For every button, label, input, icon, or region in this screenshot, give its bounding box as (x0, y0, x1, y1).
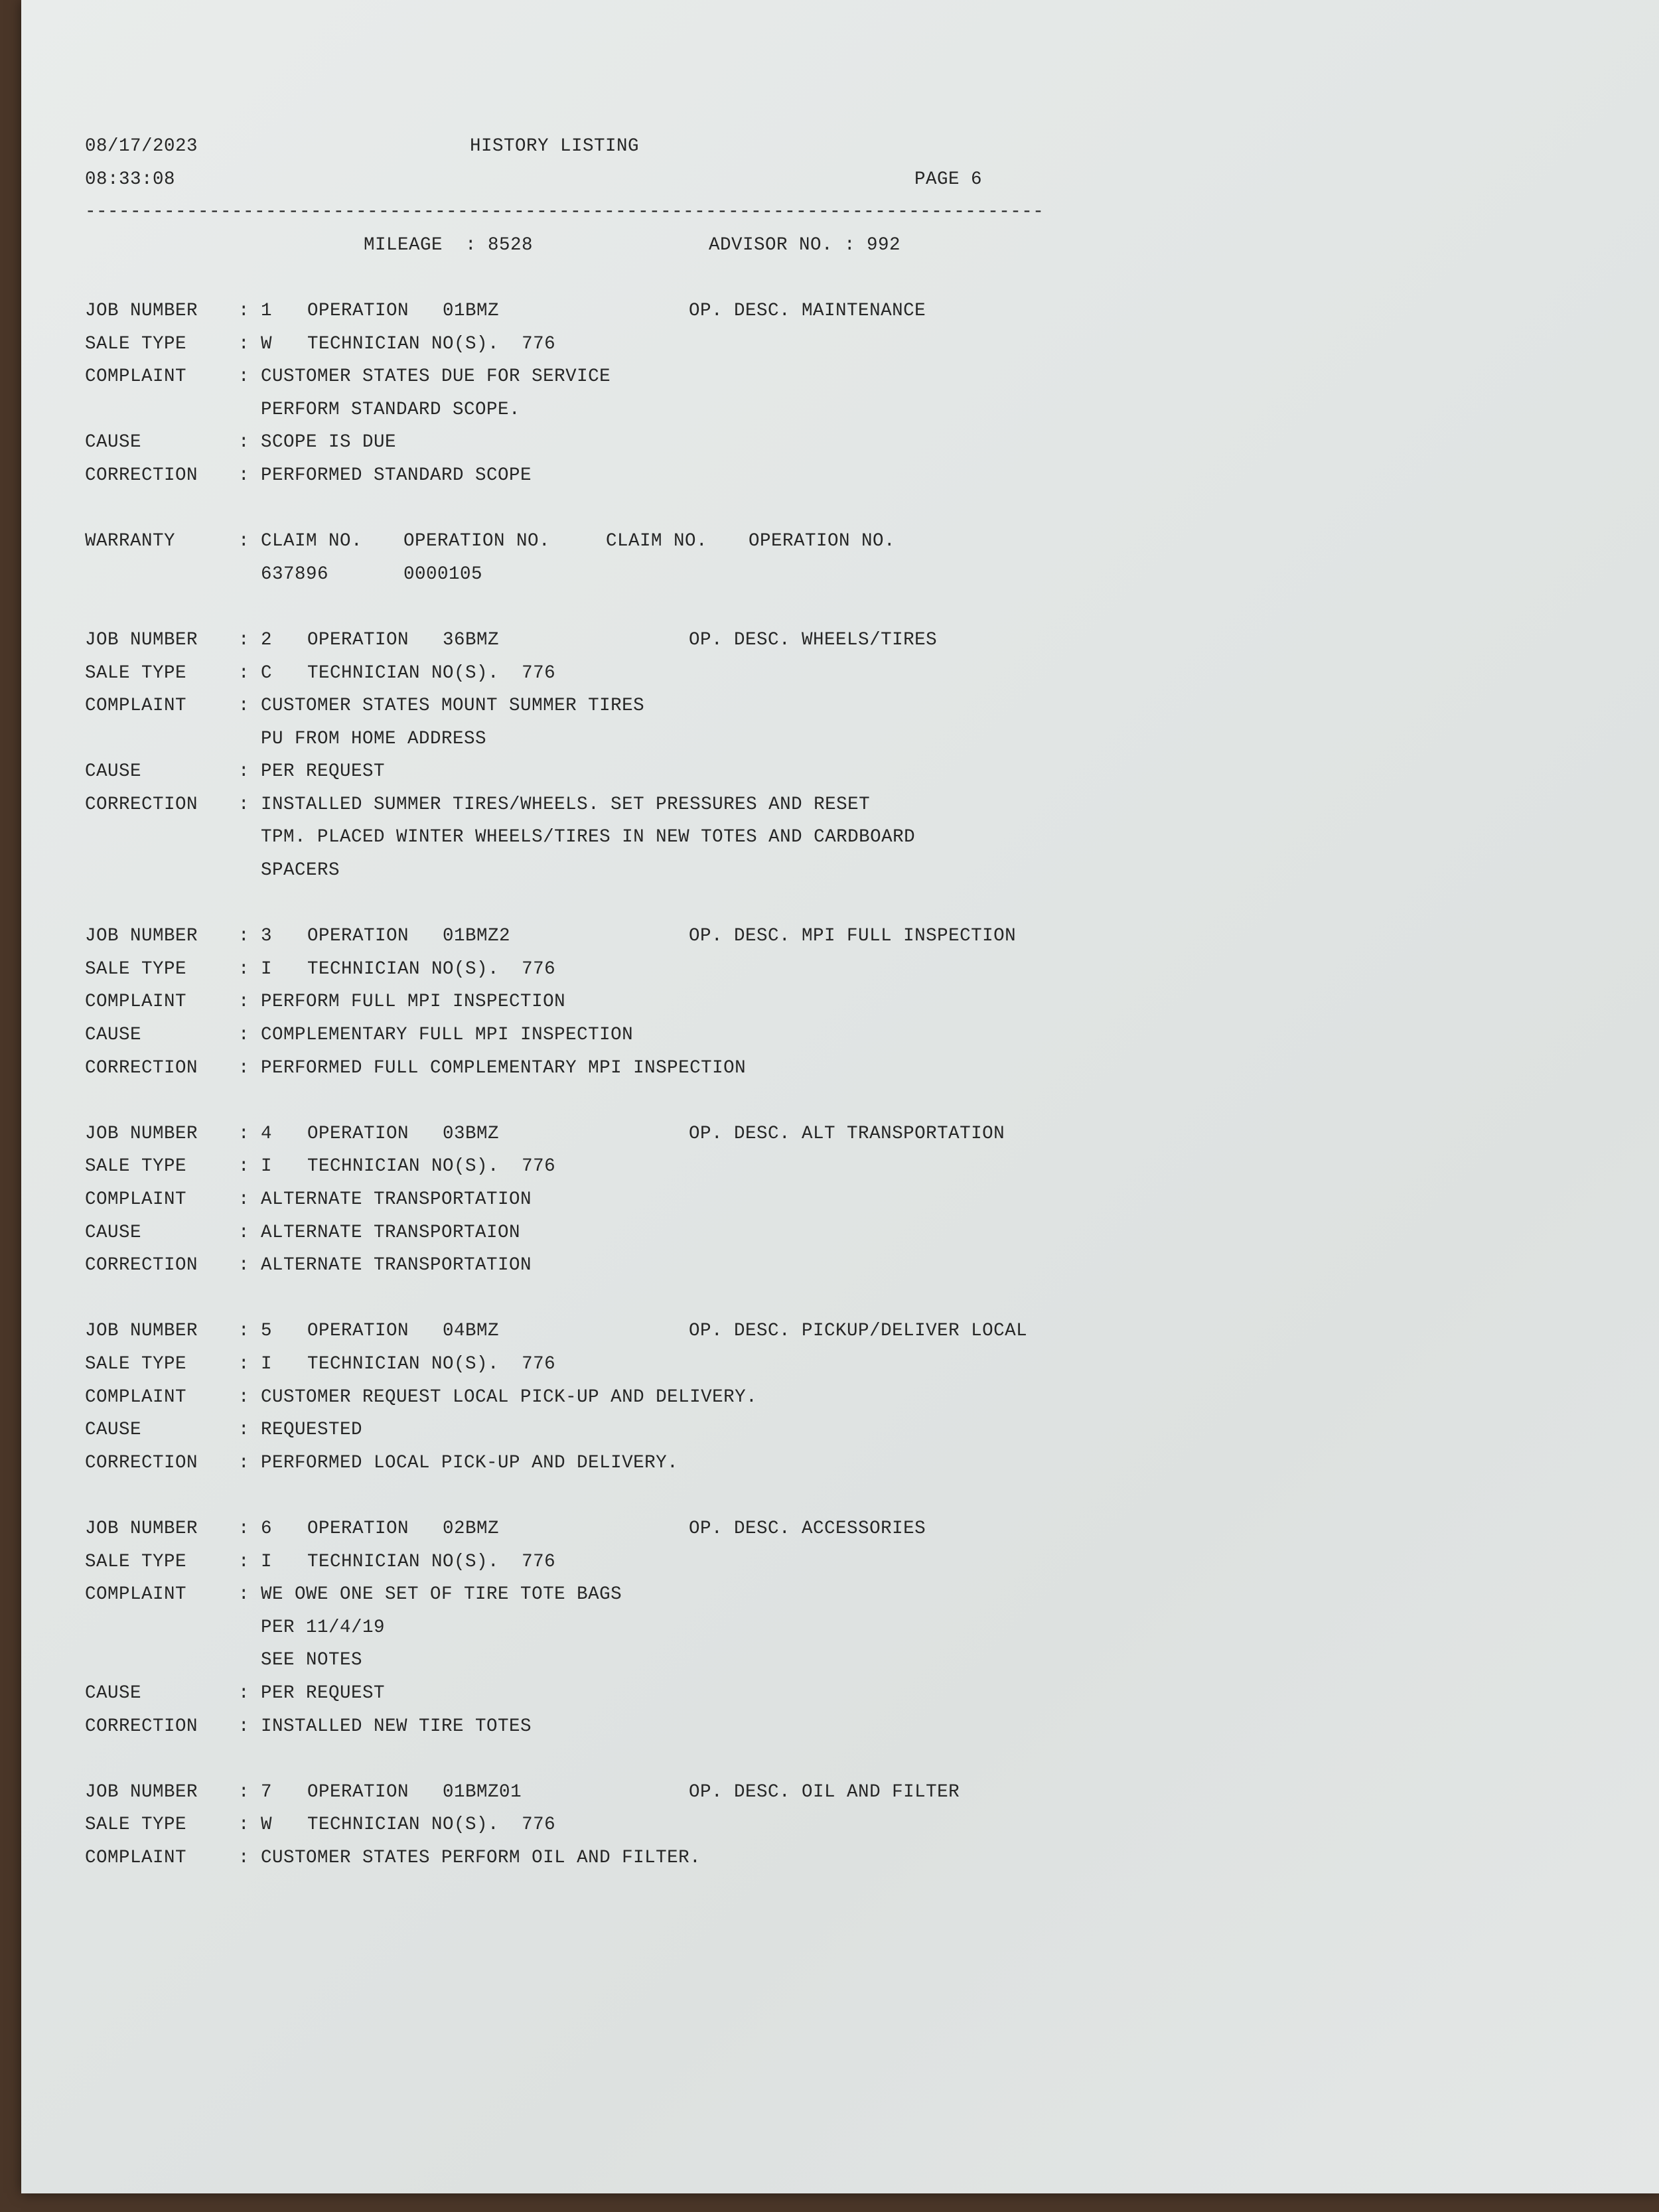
correction-text: PERFORMED FULL COMPLEMENTARY MPI INSPECTION (261, 1057, 747, 1078)
report-time: 08:33:08 (85, 169, 176, 190)
cause-label: CAUSE (85, 1420, 142, 1441)
operation-code: 04BMZ (443, 1321, 500, 1342)
warranty-claim-header-1: CLAIM NO. (261, 531, 363, 552)
colon: : (238, 1814, 250, 1836)
technician-number: 776 (522, 333, 556, 354)
complaint-text: WE OWE ONE SET OF TIRE TOTE BAGS (261, 1584, 622, 1605)
sale-type-value: I (261, 1156, 273, 1177)
complaint-continuation-row (85, 1611, 1054, 1645)
sale-type-label: SALE TYPE (85, 333, 187, 354)
complaint-continuation-row (85, 723, 1054, 756)
cause-text: REQUESTED (261, 1420, 363, 1441)
colon: : (238, 1321, 250, 1342)
colon: : (238, 1353, 250, 1374)
sale-type-label: SALE TYPE (85, 1353, 187, 1374)
sale-type-value: W (261, 1814, 273, 1836)
technician-label: TECHNICIAN NO(S). (307, 958, 500, 980)
cause-row (85, 1019, 1054, 1052)
colon: : (238, 958, 250, 980)
cause-label: CAUSE (85, 1222, 142, 1243)
cause-label: CAUSE (85, 1025, 142, 1046)
warranty-operation-value: 0000105 (403, 563, 483, 585)
complaint-row (85, 690, 1054, 723)
complaint-text: CUSTOMER STATES PERFORM OIL AND FILTER. (261, 1847, 701, 1868)
operation-code: 01BMZ2 (443, 926, 511, 947)
job-number: 1 (261, 300, 273, 321)
operation-field (307, 1512, 689, 1546)
complaint-continuation-row (85, 1644, 1054, 1677)
op-desc-label: OP. DESC. (689, 1518, 791, 1539)
job-number-label: JOB NUMBER (85, 1321, 198, 1342)
operation-label: OPERATION (307, 1781, 409, 1803)
operation-label: OPERATION (307, 300, 409, 321)
correction-label: CORRECTION (85, 1057, 198, 1078)
header-row-1 (85, 130, 1054, 163)
history-listing-document (85, 130, 1054, 1874)
complaint-text: PER 11/4/19 (261, 1617, 386, 1638)
job-number: 7 (261, 1781, 273, 1803)
cause-row (85, 1217, 1054, 1250)
sale-type-value: C (261, 662, 273, 684)
job-number-label: JOB NUMBER (85, 300, 198, 321)
colon: : (238, 1222, 250, 1243)
colon: : (238, 1156, 250, 1177)
op-desc-value: MPI FULL INSPECTION (802, 926, 1017, 947)
job-number: 3 (261, 926, 273, 947)
sale-type-label: SALE TYPE (85, 1551, 187, 1572)
complaint-row (85, 986, 1054, 1019)
job-block (85, 295, 1054, 624)
sale-type-value: I (261, 958, 273, 980)
complaint-text: CUSTOMER STATES DUE FOR SERVICE (261, 366, 611, 388)
cause-row (85, 426, 1054, 459)
colon: : (238, 531, 250, 552)
sale-type-label: SALE TYPE (85, 662, 187, 684)
operation-label: OPERATION (307, 1123, 409, 1144)
operation-field (307, 295, 689, 328)
operation-code: 01BMZ01 (443, 1781, 522, 1803)
technician-label: TECHNICIAN NO(S). (307, 1156, 500, 1177)
job-number-row (85, 1512, 1054, 1546)
colon: : (238, 1716, 250, 1737)
report-title: HISTORY LISTING (470, 136, 640, 157)
colon: : (238, 1386, 250, 1408)
complaint-text: PERFORM FULL MPI INSPECTION (261, 992, 566, 1013)
operation-code: 01BMZ (443, 300, 500, 321)
sale-type-row (85, 953, 1054, 986)
technician-label: TECHNICIAN NO(S). (307, 333, 500, 354)
operation-label: OPERATION (307, 629, 409, 650)
correction-row (85, 1052, 1054, 1085)
complaint-text: SEE NOTES (261, 1650, 363, 1671)
colon: : (238, 926, 250, 947)
technician-label: TECHNICIAN NO(S). (307, 1353, 500, 1374)
page-number: PAGE 6 (914, 169, 983, 190)
cause-label: CAUSE (85, 761, 142, 782)
colon: : (238, 1189, 250, 1210)
colon: : (238, 1781, 250, 1803)
sale-type-row (85, 1348, 1054, 1381)
correction-text: INSTALLED NEW TIRE TOTES (261, 1716, 532, 1737)
op-desc-value: MAINTENANCE (802, 300, 926, 321)
correction-text: SPACERS (261, 860, 340, 881)
correction-row (85, 1249, 1054, 1282)
colon: : (238, 794, 250, 815)
operation-field (307, 1776, 689, 1809)
cause-text: PER REQUEST (261, 761, 386, 782)
operation-field (307, 920, 689, 953)
spacer (85, 591, 1054, 624)
sale-type-value: I (261, 1551, 273, 1572)
correction-row (85, 788, 1054, 822)
correction-text: PERFORMED STANDARD SCOPE (261, 465, 532, 486)
complaint-label: COMPLAINT (85, 1847, 187, 1868)
op-desc-label: OP. DESC. (689, 1781, 791, 1803)
complaint-row (85, 1381, 1054, 1414)
correction-row (85, 459, 1054, 492)
complaint-text: PU FROM HOME ADDRESS (261, 728, 487, 749)
complaint-label: COMPLAINT (85, 1386, 187, 1408)
op-desc-label: OP. DESC. (689, 1123, 791, 1144)
technician-label: TECHNICIAN NO(S). (307, 1551, 500, 1572)
cause-label: CAUSE (85, 432, 142, 453)
colon: : (238, 1255, 250, 1276)
colon: : (238, 1420, 250, 1441)
job-number-label: JOB NUMBER (85, 1781, 198, 1803)
op-desc-value: PICKUP/DELIVER LOCAL (802, 1321, 1028, 1342)
cause-text: ALTERNATE TRANSPORTAION (261, 1222, 521, 1243)
complaint-text: ALTERNATE TRANSPORTATION (261, 1189, 532, 1210)
correction-label: CORRECTION (85, 1716, 198, 1737)
job-number-row (85, 1118, 1054, 1151)
warranty-label: WARRANTY (85, 531, 176, 552)
colon: : (238, 696, 250, 717)
technician-number: 776 (522, 662, 556, 684)
operation-code: 36BMZ (443, 629, 500, 650)
complaint-label: COMPLAINT (85, 696, 187, 717)
technician-label: TECHNICIAN NO(S). (307, 1814, 500, 1836)
technician-number: 776 (522, 1551, 556, 1572)
correction-row (85, 1447, 1054, 1480)
sale-type-label: SALE TYPE (85, 1156, 187, 1177)
jobs-list (85, 295, 1054, 1875)
operation-field (307, 1315, 689, 1348)
cause-text: PER REQUEST (261, 1682, 386, 1704)
operation-field (307, 624, 689, 657)
colon: : (238, 300, 250, 321)
job-number: 6 (261, 1518, 273, 1539)
op-desc-value: OIL AND FILTER (802, 1781, 960, 1803)
correction-text: PERFORMED LOCAL PICK-UP AND DELIVERY. (261, 1452, 679, 1473)
correction-label: CORRECTION (85, 465, 198, 486)
op-desc-value: ALT TRANSPORTATION (802, 1123, 1005, 1144)
complaint-text: PERFORM STANDARD SCOPE. (261, 399, 521, 420)
spacer (85, 1282, 1054, 1315)
header-divider: ------------------------------------------------------------------------------------- (85, 202, 1045, 223)
correction-continuation-row (85, 854, 1054, 887)
advisor-number: ADVISOR NO. : 992 (709, 234, 901, 256)
colon: : (238, 662, 250, 684)
colon: : (238, 1025, 250, 1046)
spacer (85, 1743, 1054, 1776)
job-number: 2 (261, 629, 273, 650)
colon: : (238, 432, 250, 453)
colon: : (238, 992, 250, 1013)
job-block (85, 1776, 1054, 1875)
cause-row (85, 755, 1054, 788)
warranty-operation-header-2: OPERATION NO. (749, 531, 896, 552)
spacer (85, 1479, 1054, 1512)
correction-label: CORRECTION (85, 794, 198, 815)
op-desc-label: OP. DESC. (689, 300, 791, 321)
header-row-2 (85, 163, 1054, 196)
colon: : (238, 1551, 250, 1572)
complaint-row (85, 1183, 1054, 1217)
job-number: 5 (261, 1321, 273, 1342)
sale-type-label: SALE TYPE (85, 1814, 187, 1836)
colon: : (238, 366, 250, 388)
job-number-row (85, 1315, 1054, 1348)
correction-text: TPM. PLACED WINTER WHEELS/TIRES IN NEW TOTES AND CARDBOARD (261, 827, 916, 848)
warranty-claim-header-2: CLAIM NO. (606, 531, 708, 552)
colon: : (238, 1123, 250, 1144)
sale-type-row (85, 1546, 1054, 1579)
cause-text: COMPLEMENTARY FULL MPI INSPECTION (261, 1025, 634, 1046)
spacer (85, 887, 1054, 921)
complaint-text: CUSTOMER STATES MOUNT SUMMER TIRES (261, 696, 645, 717)
job-number-row (85, 920, 1054, 953)
job-number-row (85, 295, 1054, 328)
colon: : (238, 465, 250, 486)
operation-code: 03BMZ (443, 1123, 500, 1144)
operation-label: OPERATION (307, 1321, 409, 1342)
sale-type-label: SALE TYPE (85, 958, 187, 980)
job-number-label: JOB NUMBER (85, 926, 198, 947)
operation-label: OPERATION (307, 926, 409, 947)
job-number-row (85, 624, 1054, 657)
op-desc-label: OP. DESC. (689, 1321, 791, 1342)
correction-row (85, 1710, 1054, 1743)
operation-field (307, 1118, 689, 1151)
op-desc-label: OP. DESC. (689, 629, 791, 650)
technician-label: TECHNICIAN NO(S). (307, 662, 500, 684)
complaint-label: COMPLAINT (85, 366, 187, 388)
job-number-row (85, 1776, 1054, 1809)
sale-type-row (85, 657, 1054, 690)
correction-continuation-row (85, 821, 1054, 854)
warranty-claim-value: 637896 (261, 563, 329, 585)
colon: : (238, 1057, 250, 1078)
colon: : (238, 1584, 250, 1605)
technician-number: 776 (522, 958, 556, 980)
cause-row (85, 1414, 1054, 1447)
report-date: 08/17/2023 (85, 136, 198, 157)
sale-type-value: W (261, 333, 273, 354)
warranty-operation-header-1: OPERATION NO. (403, 531, 551, 552)
complaint-label: COMPLAINT (85, 1584, 187, 1605)
complaint-row (85, 1578, 1054, 1611)
paper-sheet (21, 0, 1659, 2193)
colon: : (238, 629, 250, 650)
job-block (85, 1315, 1054, 1512)
colon: : (238, 1682, 250, 1704)
op-desc-label: OP. DESC. (689, 926, 791, 947)
operation-code: 02BMZ (443, 1518, 500, 1539)
cause-text: SCOPE IS DUE (261, 432, 397, 453)
op-desc-value: WHEELS/TIRES (802, 629, 938, 650)
job-block (85, 920, 1054, 1118)
complaint-text: CUSTOMER REQUEST LOCAL PICK-UP AND DELIVERY. (261, 1386, 758, 1408)
mileage: MILEAGE : 8528 (364, 234, 534, 256)
job-number: 4 (261, 1123, 273, 1144)
complaint-row (85, 360, 1054, 394)
complaint-row (85, 1842, 1054, 1875)
job-number-label: JOB NUMBER (85, 1518, 198, 1539)
correction-text: ALTERNATE TRANSPORTATION (261, 1255, 532, 1276)
sale-type-row (85, 328, 1054, 361)
colon: : (238, 1518, 250, 1539)
technician-number: 776 (522, 1156, 556, 1177)
cause-row (85, 1677, 1054, 1710)
correction-text: INSTALLED SUMMER TIRES/WHEELS. SET PRESSURES AND RESET (261, 794, 871, 815)
complaint-label: COMPLAINT (85, 992, 187, 1013)
complaint-label: COMPLAINT (85, 1189, 187, 1210)
colon: : (238, 761, 250, 782)
sale-type-row (85, 1808, 1054, 1842)
colon: : (238, 1847, 250, 1868)
op-desc-value: ACCESSORIES (802, 1518, 926, 1539)
spacer (85, 492, 1054, 526)
cause-label: CAUSE (85, 1682, 142, 1704)
colon: : (238, 1452, 250, 1473)
complaint-continuation-row (85, 394, 1054, 427)
technician-number: 776 (522, 1814, 556, 1836)
job-number-label: JOB NUMBER (85, 629, 198, 650)
warranty-values-row (85, 558, 1054, 591)
sale-type-row (85, 1150, 1054, 1183)
colon: : (238, 333, 250, 354)
job-number-label: JOB NUMBER (85, 1123, 198, 1144)
operation-label: OPERATION (307, 1518, 409, 1539)
warranty-row (85, 525, 1054, 558)
job-block (85, 1118, 1054, 1315)
spacer (85, 1084, 1054, 1118)
job-block (85, 1512, 1054, 1776)
job-block (85, 624, 1054, 920)
correction-label: CORRECTION (85, 1452, 198, 1473)
sale-type-value: I (261, 1353, 273, 1374)
correction-label: CORRECTION (85, 1255, 198, 1276)
technician-number: 776 (522, 1353, 556, 1374)
summary-row (85, 229, 1054, 262)
